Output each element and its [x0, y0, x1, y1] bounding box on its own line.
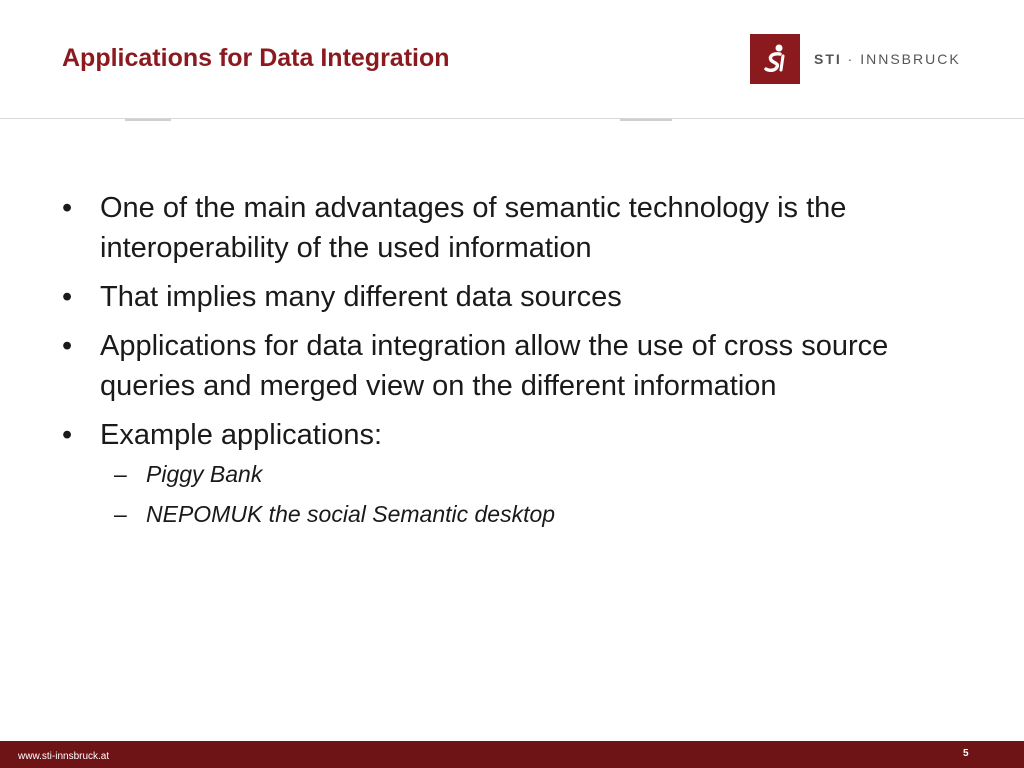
- footer-bar: [0, 741, 1024, 768]
- bullet-marker: •: [62, 419, 73, 451]
- bullet-item: [62, 415, 962, 531]
- bullet-item: [62, 326, 962, 406]
- sub-bullet-text: NEPOMUK the social Semantic desktop: [146, 501, 556, 527]
- sub-bullet-text: Piggy Bank: [146, 461, 263, 487]
- bullet-text: That implies many different data sources: [100, 281, 622, 313]
- logo-text-separator: ·: [841, 51, 861, 67]
- header-divider: [0, 118, 1024, 119]
- page-number: 5: [963, 748, 969, 759]
- bullet-marker: •: [62, 281, 73, 313]
- footer-url: www.sti-innsbruck.at: [18, 751, 110, 762]
- bullet-text: One of the main advantages of semantic technology is the interoperability of the used information: [100, 192, 847, 264]
- sti-logo-icon: [750, 34, 800, 84]
- bullet-text: Example applications:: [100, 419, 383, 451]
- sub-bullet-list: [100, 457, 962, 531]
- bullet-item: [62, 277, 962, 317]
- bullet-marker: •: [62, 330, 73, 362]
- logo-text-sti: STI: [814, 51, 842, 67]
- slide-content: [62, 188, 962, 540]
- sub-bullet-item: [100, 457, 962, 491]
- sub-bullet-marker: –: [114, 461, 127, 487]
- slide-title: Applications for Data Integration: [62, 44, 450, 72]
- bullet-marker: •: [62, 192, 73, 224]
- bullet-list: [62, 188, 962, 531]
- bullet-item: [62, 188, 962, 268]
- logo-text: [814, 51, 961, 67]
- sub-bullet-item: [100, 497, 962, 531]
- logo-text-innsbruck: INNSBRUCK: [860, 51, 961, 67]
- sub-bullet-marker: –: [114, 501, 127, 527]
- bullet-text: Applications for data integration allow the use of cross source queries and merged view on the different information: [100, 330, 889, 402]
- sti-logo: [750, 34, 961, 84]
